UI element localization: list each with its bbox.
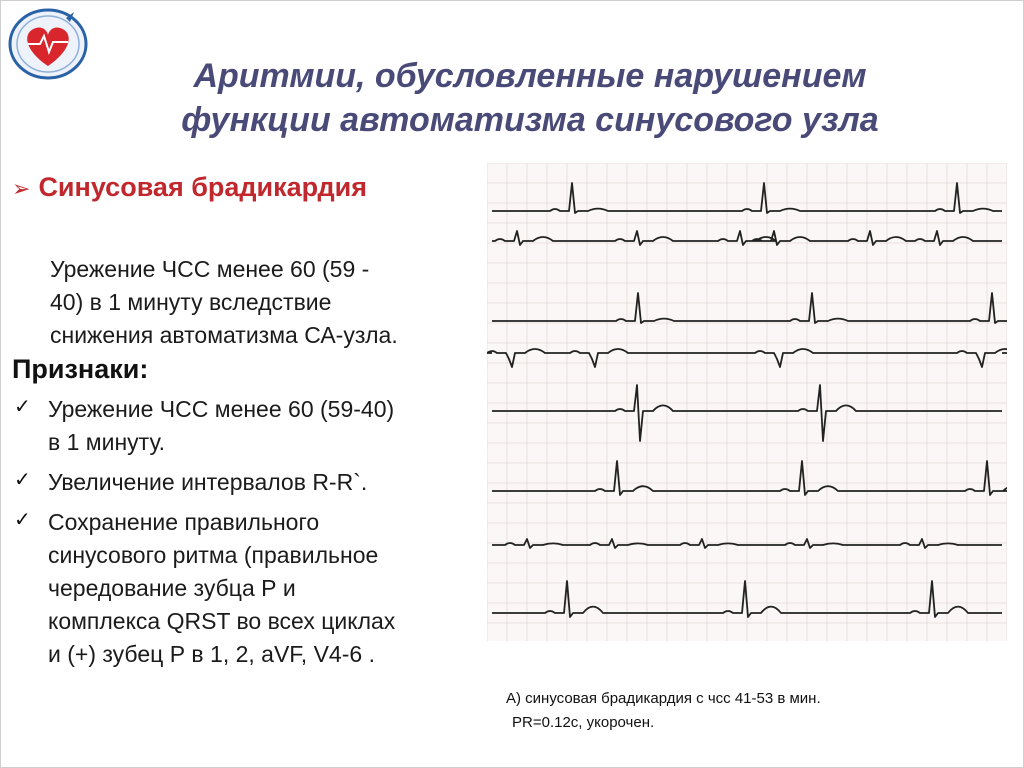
sign-item [12, 466, 490, 499]
definition-line: 40) в 1 минуту вследствие [50, 289, 332, 315]
sign-line: синусового ритма (правильное [48, 542, 379, 568]
check-icon: ✓ [14, 509, 31, 531]
arrow-bullet-icon: ➢ [12, 176, 31, 201]
definition-line: снижения автоматизма СА-узла. [50, 322, 398, 348]
section-subtitle [12, 170, 367, 206]
figure-caption [506, 687, 821, 735]
sign-item [12, 393, 490, 459]
page-title [80, 54, 980, 142]
sign-line: и (+) зубец Р в 1, 2, aVF, V4-6 . [48, 641, 375, 667]
sign-line: Увеличение интервалов R-R`. [48, 469, 368, 495]
check-icon: ✓ [14, 469, 31, 491]
sign-line: комплекса QRST во всех циклах [48, 608, 396, 634]
sign-item [12, 506, 490, 671]
title-line: функции автоматизма синусового узла [181, 101, 879, 139]
sign-line: Сохранение правильного [48, 509, 320, 535]
ecg-strip-image [487, 163, 1007, 641]
check-icon: ✓ [14, 396, 31, 418]
signs-list [12, 393, 490, 678]
definition-line: Урежение ЧСС менее 60 (59 - [50, 256, 370, 282]
caption-line: А) синусовая брадикардия с чсс 41-53 в мин. [506, 690, 821, 707]
title-line: Аритмии, обусловленные нарушением [193, 57, 867, 95]
sign-line: Урежение ЧСС менее 60 (59-40) [48, 396, 395, 422]
subtitle-text: Синусовая брадикардия [38, 172, 367, 202]
signs-heading: Признаки: [12, 354, 149, 384]
sign-line: в 1 минуту. [48, 429, 166, 455]
definition-paragraph [50, 253, 490, 352]
caption-line: PR=0.12с, укорочен. [512, 714, 655, 731]
heart-logo-icon [4, 4, 90, 80]
sign-line: чередование зубца Р и [48, 575, 296, 601]
